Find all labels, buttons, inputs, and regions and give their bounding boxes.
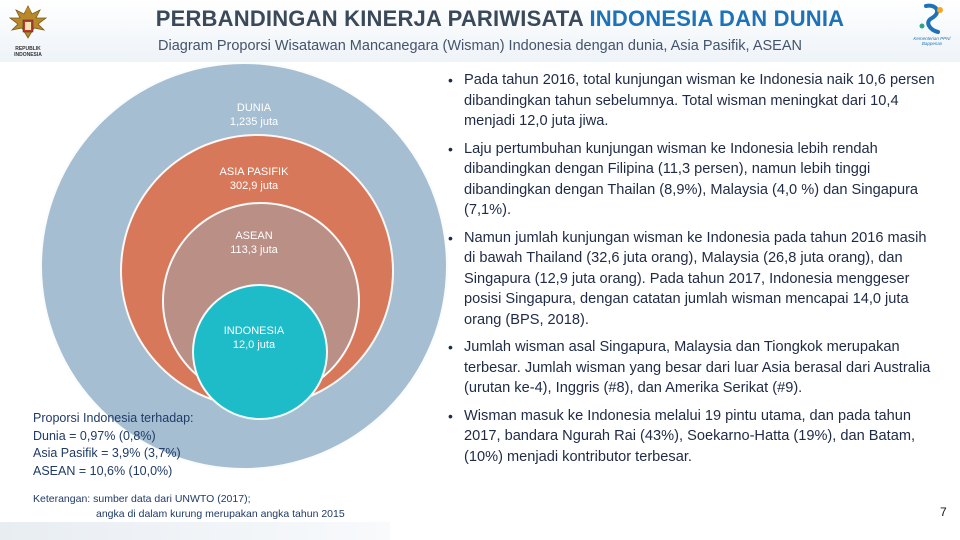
bullet-item (446, 228, 936, 331)
bappenas-caption: Kementerian PPN/ Bappenas (913, 36, 951, 46)
label-asean (194, 229, 314, 257)
label-indo-value: 12,0 juta (232, 339, 276, 351)
bappenas-icon (908, 2, 956, 36)
bullet-text: Wisman masuk ke Indonesia melalui 19 pintu utama, dan pada tahun 2017, bandara Ngurah Rai (43%), Soekarno-Hatta (19%), dan Batam, (10%) menjadi kontributor terbesar. (464, 407, 916, 465)
proporsi-block (33, 410, 293, 480)
bullet-dot-icon: • (448, 229, 453, 246)
label-indonesia (194, 324, 314, 352)
bullet-item (446, 139, 936, 221)
bullet-item (446, 406, 936, 468)
label-indo-name: INDONESIA (223, 325, 285, 337)
label-asia-name: ASIA PASIFIK (219, 166, 289, 178)
page-title (100, 6, 900, 32)
proporsi-heading: Proporsi Indonesia terhadap: (33, 411, 194, 425)
bullet-text: Namun jumlah kunjungan wisman ke Indonesia pada tahun 2016 masih di bawah Thailand (32,6 juta orang), Malaysia (26,8 juta orang), dan Singapura (12,9 juta orang). Pada tahun 2017, Indonesia menggeser posisi Singapura, dengan catatan jumlah wisman mencapai 14,0 juta orang (BPS, 2018). (464, 229, 927, 328)
label-dunia-value: 1,235 juta (229, 116, 279, 128)
bullet-dot-icon: • (448, 72, 453, 88)
source-note-line2: angka di dalam kurung merupakan angka tahun 2015 (96, 508, 345, 520)
proporsi-asia: Asia Pasifik = 3,9% (3,7%) (33, 446, 181, 460)
proporsi-dunia: Dunia = 0,97% (0,8%) (33, 428, 156, 443)
label-asean-name: ASEAN (235, 230, 273, 242)
label-dunia-name: DUNIA (236, 102, 272, 114)
bullet-text: Pada tahun 2016, total kunjungan wisman ke Indonesia naik 10,6 persen dibandingkan tahun sebelumnya. Total wisman meningkat dari 10,4 menjadi 12,0 juta jiwa. (464, 72, 935, 129)
label-asean-value: 113,3 juta (230, 244, 278, 256)
circle-indonesia (192, 284, 328, 420)
page-subtitle: Diagram Proporsi Wisatawan Mancanegara (Wisman) Indonesia dengan dunia, Asia Pasifik, ASEAN (158, 38, 802, 54)
garuda-icon (6, 2, 50, 46)
label-asia-pasifik (194, 165, 314, 193)
page-number: 7 (940, 505, 947, 519)
bullet-text: Laju pertumbuhan kunjungan wisman ke Indonesia lebih rendah dibandingkan dengan Filipina (11,3 persen), namun lebih tinggi dibandingkan dengan Thailan (8,9%), Malaysia (4,0 %) dan Singapura (7,1%). (464, 140, 919, 218)
label-asia-value: 302,9 juta (229, 180, 279, 192)
bullet-list (446, 70, 936, 474)
proporsi-asean: ASEAN = 10,6% (10,0%) (33, 463, 173, 478)
footer-band (0, 522, 390, 540)
title-accent: INDONESIA DAN DUNIA (589, 6, 845, 31)
bullet-item (446, 337, 936, 399)
bullet-dot-icon: • (448, 339, 453, 355)
source-note-line1: Keterangan: sumber data dari UNWTO (2017); (33, 493, 251, 505)
title-main: PERBANDINGAN KINERJA PARIWISATA (155, 6, 584, 31)
source-note (33, 492, 383, 522)
bullet-dot-icon: • (448, 140, 453, 157)
label-dunia (194, 101, 314, 129)
garuda-emblem (6, 2, 50, 60)
bullet-text: Jumlah wisman asal Singapura, Malaysia dan Tiongkok merupakan terbesar. Jumlah wisman yang besar dari luar Asia berasal dari Australia (urutan ke-4), Inggris (#8), dan Amerika Serikat (#9). (464, 339, 931, 396)
bappenas-logo (908, 2, 956, 58)
bullet-dot-icon: • (448, 407, 453, 424)
bullet-item (446, 70, 936, 132)
emblem-caption: REPUBLIK INDONESIA (14, 46, 42, 58)
